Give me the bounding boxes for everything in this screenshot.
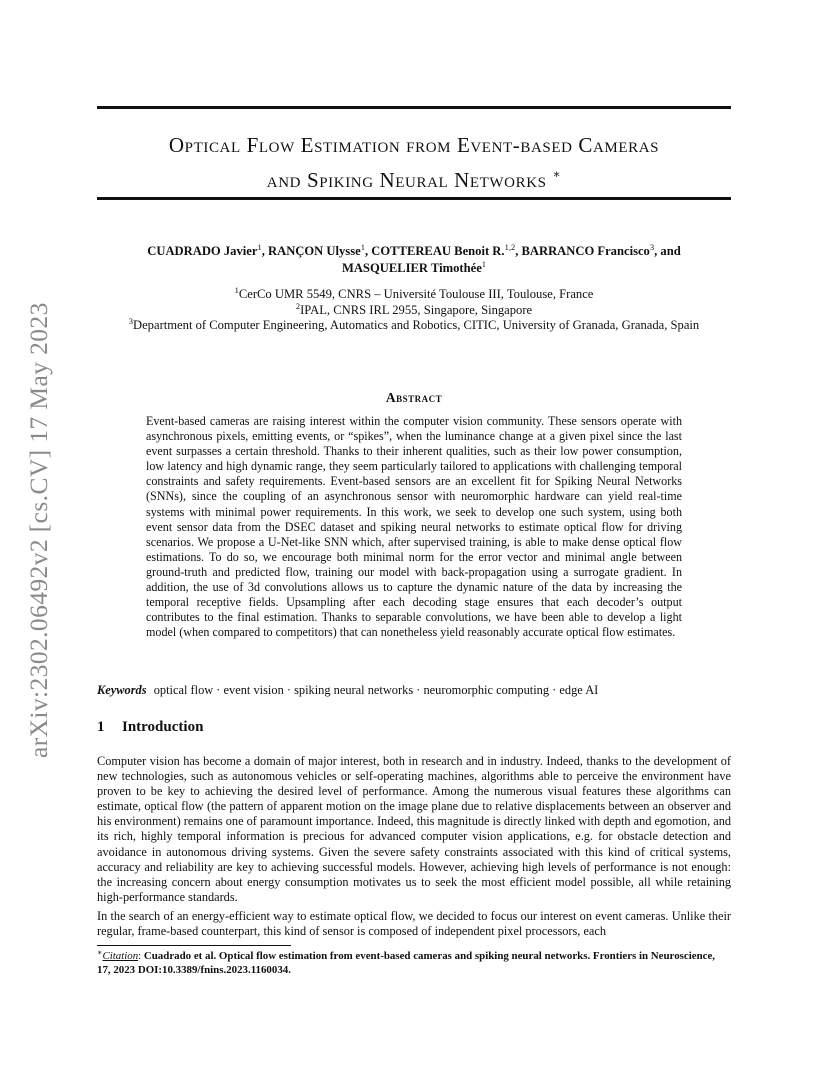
affiliation-item: $^1$CerCo UMR 5549, CNRS – Université Toulouse III, Toulouse, France: [234, 285, 594, 301]
arxiv-identifier-text: arXiv:2302.06492v2 [cs.CV] 17 May 2023: [24, 302, 53, 758]
author-affiliation: 1: [360, 242, 365, 252]
footnote: ∗Citation: Cuadrado et al. Optical flow estimation from event-based cameras and spiking neural networks. Frontiers in Neuroscience, 17, 2023 DOI:10.3389/fnins.2023.1160034.: [97, 948, 716, 976]
author-affiliation: 1: [257, 242, 262, 252]
author-name: BARRANCO Francisco: [521, 244, 650, 258]
author-affiliation: 1: [481, 259, 487, 269]
author-list: [97, 243, 731, 277]
abstract-text: Event-based cameras are raising interest within the computer vision community. These sensors operate with asynchronous pixels, emitting events, or “spikes”, when the luminance change at a given pixel since the last event surpasses a certain threshold. Thanks to their inherent qualities, such as their low power consumption, low latency and high dynamic range, they seem particularly tailored to applications with challenging temporal constraints and safety requirements. Event-based sensors are an excellent fit for Spiking Neural Networks (SNNs), since the coupling of an asynchronous sensor with neuromorphic hardware can yield real-time systems with minimal power requirements. In this work, we seek to develop one such system, using both event sensor data from the DSEC dataset and spiking neural networks to estimate optical flow for driving scenarios. We propose a U-Net-like SNN which, after supervised training, is able to make dense optical flow estimations. To do so, we encourage both minimal norm for the error vector and minimal angle between ground-truth and predicted flow, training our model with back-propagation using a surrogate gradient. In addition, the use of 3d convolutions allows us to capture the dynamic nature of the data by increasing the temporal receptive fields. Upsampling after each decoding stage ensures that each decoder’s output contributes to the final estimation. Thanks to separable convolutions, we have been able to develop a light model (when compared to competitors) that can nonetheless yield reasonably accurate optical flow estimates.: [146, 414, 682, 640]
title-top-rule: [97, 106, 731, 109]
arxiv-identifier: [22, 278, 56, 758]
author-name: CUADRADO Javier: [147, 244, 258, 258]
intro-paragraph-1: Computer vision has become a domain of major interest, both in research and in industry. Indeed, thanks to the development of new technologies, such as autonomous vehicles or self-operating machines, algorithms able to perceive the environment have proven to be key to achieving the desired level of performance. Among the numerous visual features these algorithms can estimate, optical flow (the pattern of apparent motion on the image plane due to relative displacements between an observer and his environment) remains one of paramount importance. Indeed, this magnitude is directly linked with depth and egomotion, and its rich, highly temporal information is precious for advanced computer vision applications, e.g. for obstacle detection and avoidance in autonomous driving systems. Given the severe safety constraints associated with this kind of critical systems, accuracy and reliability are key to achieving successful models. However, achieving high levels of performance is not enough: the increasing concern about energy consumption motivates us to seek the most efficient model possible, all while retaining high-performance standards.: [97, 754, 731, 904]
affiliation-item: $^2$IPAL, CNRS IRL 2955, Singapore, Singapore: [295, 300, 533, 317]
author-line-2: [97, 260, 731, 277]
paper-title: [97, 131, 731, 195]
author-name: RANÇON Ulysse: [268, 244, 361, 258]
title-line-2: and Spiking Neural Networks ∗: [266, 167, 562, 192]
intro-paragraph-2: In the search of an energy-efficient way to estimate optical flow, we decided to focus our interest on event cameras. Unlike their regular, frame-based counterpart, this kind of sensor is composed of independent pixel processors, each: [97, 909, 731, 939]
title-footnote-mark[interactable]: ∗: [552, 167, 562, 181]
citation-text: Cuadrado et al. Optical flow estimation from event-based cameras and spiking neural networks. Frontiers in Neuroscience, 17, 2023 DOI:10.3389/fnins.2023.1160034.: [97, 950, 716, 976]
author-affiliation: 1,2: [504, 242, 516, 252]
author-affiliation: 3: [649, 242, 655, 252]
section-heading: [97, 719, 203, 736]
keywords-line: [97, 683, 731, 698]
title-bottom-rule: [97, 197, 731, 200]
affiliation-list: [97, 287, 731, 334]
affiliation-item: $^3$Department of Computer Engineering, Automatics and Robotics, CITIC, University of Granada, Granada, Spain: [128, 316, 700, 332]
author-name: MASQUELIER Timothée: [341, 261, 482, 275]
keywords-text: optical flow · event vision · spiking neural networks · neuromorphic computing · edge AI: [153, 683, 599, 697]
section-number: 1: [97, 719, 105, 735]
abstract-heading: Abstract: [385, 390, 443, 405]
author-name: COTTEREAU Benoit R.: [371, 244, 505, 258]
footnote-mark: ∗: [97, 948, 103, 957]
author-line-1: CUADRADO Javier$^1$, RANÇON Ulysse$^1$, COTTEREAU Benoit R.$^{1,2}$, BARRANCO Francisco$^3$, and: [147, 242, 681, 258]
section-title: Introduction: [122, 719, 204, 735]
title-line-1: Optical Flow Estimation from Event-based Cameras: [168, 133, 660, 157]
footnote-rule: [97, 945, 291, 946]
keywords-label: Keywords: [97, 683, 147, 697]
citation-link[interactable]: Citation: [102, 950, 139, 962]
